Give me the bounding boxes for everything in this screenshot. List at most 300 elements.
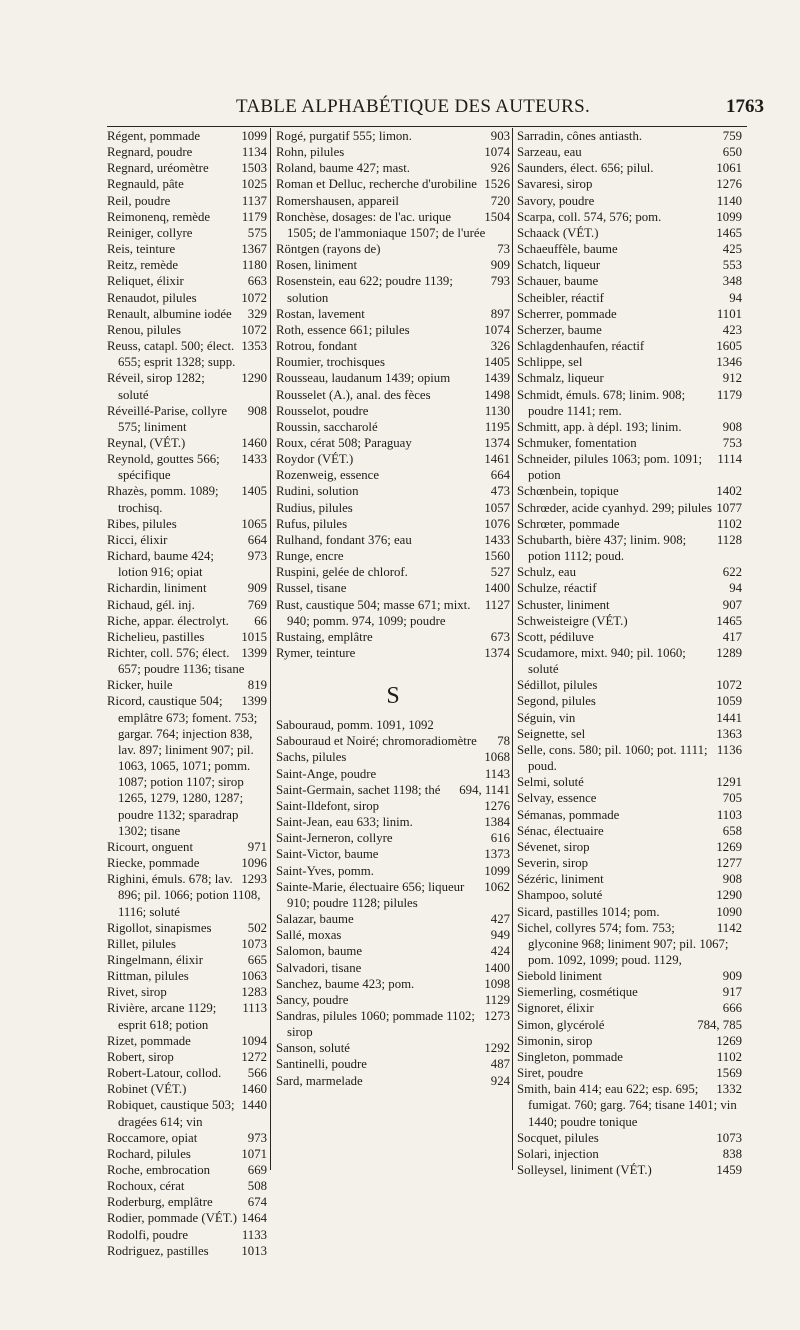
entry-page-ref: 1195 (484, 419, 510, 434)
entry-page-ref: 658 (722, 823, 742, 838)
entry-page-ref: 1289 (716, 646, 742, 660)
entry-page-ref: 1057 (484, 500, 510, 515)
index-entry (276, 1008, 510, 1040)
entry-page-ref: 423 (722, 322, 742, 337)
entry-text: Sabouraud, pomm. 1091, 1092 (276, 718, 434, 733)
entry-text: Roland, baume 427; mast. (276, 161, 410, 176)
index-entry (517, 871, 742, 887)
entry-text: Rivière, arcane 1129; esprit 618; potion (107, 1001, 217, 1032)
entry-text: Schœnbein, topique (517, 484, 619, 499)
entry-page-ref: 909 (247, 581, 267, 596)
entry-text: Rostan, lavement (276, 306, 365, 321)
entry-text: Runge, encre (276, 549, 344, 564)
index-entry (107, 629, 267, 645)
entry-text: Scherrer, pommade (517, 306, 617, 321)
index-entry (276, 516, 510, 532)
index-entry (276, 176, 510, 192)
entry-page-ref: 1130 (484, 403, 510, 418)
entry-text: Rivet, sirop (107, 985, 167, 1000)
index-entry (276, 645, 510, 661)
index-entry (517, 790, 742, 806)
index-entry (276, 1073, 510, 1089)
entry-text: Scott, pédiluve (517, 629, 594, 644)
entry-page-ref: 1290 (716, 888, 742, 903)
entry-text: Salazar, baume (276, 912, 354, 927)
index-entry (276, 144, 510, 160)
entry-text: Séguin, vin (517, 710, 576, 725)
entry-page-ref: 1142 (716, 920, 742, 935)
entry-text: Regnauld, pâte (107, 177, 184, 192)
entry-text: Ricord, caustique 504; emplâtre 673; foment. 753; gargar. 764; injection 838, lav. 897; liniment 907; pil. 1063, 1065, 1071; pomm. 1087; potion 1107; sirop 1265, 1279, 1280, 1287; poudre 1132; sparadrap 1302; tisane (107, 694, 258, 838)
index-entry (517, 532, 742, 564)
entry-text: Seignette, sel (517, 726, 586, 741)
entry-page-ref: 694, 1141 (459, 782, 510, 797)
entry-page-ref: 1025 (241, 177, 267, 192)
entry-page-ref: 1405 (241, 484, 267, 499)
index-entry (107, 1162, 267, 1178)
entry-page-ref: 1504 (484, 209, 510, 224)
index-entry (276, 629, 510, 645)
entry-page-ref: 417 (722, 629, 742, 644)
entry-page-ref: 1103 (716, 807, 742, 822)
entry-page-ref: 1374 (484, 435, 510, 450)
entry-text: Richelieu, pastilles (107, 629, 205, 644)
index-entry (107, 613, 267, 629)
entry-text: Selle, cons. 580; pil. 1060; pot. 1111; poud. (517, 742, 708, 774)
index-entry (517, 1146, 742, 1162)
entry-text: Scarpa, coll. 574, 576; pom. (517, 209, 662, 224)
index-entry (276, 273, 510, 305)
entry-text: Salvadori, tisane (276, 960, 362, 975)
entry-page-ref: 720 (490, 193, 510, 208)
entry-text: Solleysel, liniment (VÉT.) (517, 1163, 652, 1177)
entry-text: Sénac, électuaire (517, 823, 604, 838)
entry-page-ref: 1400 (484, 960, 510, 975)
entry-text: Regnard, poudre (107, 145, 193, 160)
entry-text: Sichel, collyres 574; fom. 753; glyconine 968; liniment 907; pil. 1067; pom. 1092, 1099; poud. 1129, (517, 920, 729, 967)
entry-page-ref: 912 (722, 371, 742, 386)
index-entry (107, 1178, 267, 1194)
index-entry (107, 225, 267, 241)
index-entry (517, 257, 742, 273)
entry-page-ref: 1113 (242, 1001, 267, 1016)
running-head (0, 96, 800, 126)
index-entry (517, 500, 742, 516)
page-title: TABLE ALPHABÉTIQUE DES AUTEURS. (236, 96, 590, 117)
entry-text: Renault, albumine iodée (107, 306, 232, 321)
entry-text: Roux, cérat 508; Paraguay (276, 435, 412, 450)
entry-text: Rust, caustique 504; masse 671; mixt. 940; pomm. 974, 1099; poudre (276, 597, 471, 628)
entry-text: Ricci, élixir (107, 532, 168, 547)
entry-page-ref: 1269 (716, 1033, 742, 1048)
entry-page-ref: 425 (722, 242, 742, 257)
page-number: 1763 (726, 96, 764, 117)
entry-page-ref: 527 (490, 565, 510, 580)
index-entry (517, 1162, 742, 1178)
index-entry (107, 306, 267, 322)
entry-text: Ricker, huile (107, 678, 173, 693)
entry-page-ref: 1061 (716, 161, 742, 176)
entry-text: Savory, poudre (517, 193, 595, 208)
index-entry (107, 128, 267, 144)
entry-text: Reiniger, collyre (107, 225, 193, 240)
index-entry (107, 952, 267, 968)
index-entry (107, 193, 267, 209)
entry-page-ref: 1099 (484, 863, 510, 878)
entry-page-ref: 1503 (241, 161, 267, 176)
entry-text: Solari, injection (517, 1146, 599, 1161)
entry-page-ref: 1073 (241, 936, 267, 951)
entry-text: Schrœter, pommade (517, 516, 620, 531)
entry-page-ref: 908 (722, 872, 742, 887)
entry-text: Sainte-Marie, électuaire 656; liqueur 910; poudre 1128; pilules (276, 879, 465, 910)
index-entry (107, 1033, 267, 1049)
index-entry (517, 645, 742, 677)
index-entry (276, 241, 510, 257)
index-entry (517, 338, 742, 354)
index-entry (276, 943, 510, 959)
entry-text: Santinelli, poudre (276, 1057, 367, 1072)
index-entry (107, 290, 267, 306)
entry-page-ref: 1290 (241, 371, 267, 386)
entry-page-ref: 1099 (241, 129, 267, 143)
index-entry (276, 322, 510, 338)
entry-page-ref: 650 (722, 145, 742, 160)
entry-page-ref: 1065 (241, 516, 267, 531)
entry-text: Sanson, soluté (276, 1041, 350, 1056)
entry-text: Sicard, pastilles 1014; pom. (517, 904, 660, 919)
entry-page-ref: 1090 (716, 904, 742, 919)
index-entry (107, 257, 267, 273)
entry-text: Saunders, élect. 656; pilul. (517, 161, 654, 176)
entry-page-ref: 1098 (484, 976, 510, 991)
entry-text: Rousselet (A.), anal. des fèces (276, 387, 431, 402)
entry-page-ref: 94 (729, 290, 742, 305)
entry-text: Rochoux, cérat (107, 1179, 185, 1194)
index-entry (517, 839, 742, 855)
index-entry (276, 960, 510, 976)
entry-text: Salomon, baume (276, 944, 363, 959)
entry-text: Russel, tisane (276, 581, 347, 596)
entry-page-ref: 1560 (484, 549, 510, 564)
entry-page-ref: 1526 (484, 177, 510, 192)
entry-text: Richaud, gél. inj. (107, 597, 195, 612)
entry-page-ref: 1101 (716, 306, 742, 321)
entry-text: Rosen, liniment (276, 258, 358, 273)
index-entry (517, 887, 742, 903)
entry-page-ref: 973 (247, 549, 267, 564)
index-entry (517, 354, 742, 370)
entry-page-ref: 1076 (484, 516, 510, 531)
entry-text: Roydor (VÉT.) (276, 452, 354, 467)
index-entry (107, 451, 267, 483)
entry-text: Richardin, liniment (107, 581, 207, 596)
entry-page-ref: 427 (490, 912, 510, 927)
entry-page-ref: 1276 (716, 177, 742, 192)
entry-text: Rigollot, sinapismes (107, 920, 212, 935)
entry-page-ref: 1127 (484, 597, 510, 612)
entry-text: Smith, bain 414; eau 622; esp. 695; fumigat. 760; garg. 764; tisane 1401; vin 1440; poudre tonique (517, 1082, 737, 1129)
entry-page-ref: 663 (247, 274, 267, 289)
entry-text: Roman et Delluc, recherche d'urobiline (276, 177, 477, 192)
index-entry (517, 564, 742, 580)
index-entry (517, 774, 742, 790)
entry-page-ref: 1074 (484, 145, 510, 160)
entry-page-ref: 1143 (484, 766, 510, 781)
entry-page-ref: 1136 (716, 742, 742, 757)
index-entry (517, 807, 742, 823)
entry-page-ref: 669 (247, 1163, 267, 1177)
index-entry (276, 580, 510, 596)
entry-text: Schatch, liqueur (517, 258, 601, 273)
entry-page-ref: 1291 (716, 775, 742, 790)
entry-page-ref: 1460 (241, 435, 267, 450)
entry-page-ref: 1072 (716, 678, 742, 693)
index-entry (517, 387, 742, 419)
entry-text: Rodriguez, pastilles (107, 1243, 209, 1258)
index-entry (517, 1081, 742, 1129)
entry-page-ref: 793 (490, 274, 510, 289)
entry-text: Schuster, liniment (517, 597, 610, 612)
entry-text: Sachs, pilules (276, 750, 347, 765)
entry-text: Rizet, pommade (107, 1033, 191, 1048)
index-entry (107, 483, 267, 515)
entry-text: Rudini, solution (276, 484, 359, 499)
entry-page-ref: 1059 (716, 694, 742, 709)
entry-text: Saint-Jean, eau 633; linim. (276, 815, 413, 830)
entry-text: Ringelmann, élixir (107, 952, 203, 967)
entry-text: Saint-Germain, sachet 1198; thé (276, 782, 441, 797)
index-entry (107, 322, 267, 338)
entry-text: Reitz, remède (107, 258, 179, 273)
entry-text: Röntgen (rayons de) (276, 242, 381, 257)
column-divider (512, 128, 513, 1170)
entry-page-ref: 1459 (716, 1163, 742, 1177)
entry-text: Severin, sirop (517, 856, 589, 871)
entry-page-ref: 1137 (241, 193, 267, 208)
index-entry (107, 1243, 267, 1259)
index-entry (517, 273, 742, 289)
index-entry (517, 193, 742, 209)
entry-page-ref: 1353 (241, 339, 267, 354)
entry-text: Schmidt, émuls. 678; linim. 908; poudre 1141; rem. (517, 387, 686, 418)
entry-page-ref: 1460 (241, 1082, 267, 1097)
entry-page-ref: 1099 (716, 209, 742, 224)
entry-page-ref: 1332 (716, 1082, 742, 1097)
entry-page-ref: 1464 (241, 1211, 267, 1226)
entry-page-ref: 348 (722, 274, 742, 289)
entry-text: Siret, poudre (517, 1066, 584, 1081)
entry-text: Roche, embrocation (107, 1163, 211, 1177)
index-entry (517, 710, 742, 726)
entry-text: Ribes, pilules (107, 516, 177, 531)
entry-text: Robiquet, caustique 503; dragées 614; vin (107, 1098, 235, 1129)
entry-page-ref: 926 (490, 161, 510, 176)
entry-text: Rousselot, poudre (276, 403, 369, 418)
entry-page-ref: 1405 (484, 355, 510, 370)
entry-page-ref: 1276 (484, 798, 510, 813)
index-entry (107, 403, 267, 435)
index-entry (107, 1097, 267, 1129)
entry-page-ref: 326 (490, 339, 510, 354)
entry-text: Scherzer, baume (517, 322, 602, 337)
entry-page-ref: 1605 (716, 339, 742, 354)
index-entry (276, 879, 510, 911)
index-entry (276, 1040, 510, 1056)
entry-page-ref: 1068 (484, 750, 510, 765)
entry-page-ref: 819 (247, 678, 267, 693)
index-entry (276, 467, 510, 483)
entry-text: Romershausen, appareil (276, 193, 399, 208)
index-entry (276, 160, 510, 176)
index-entry (517, 144, 742, 160)
entry-page-ref: 1569 (716, 1066, 742, 1081)
entry-text: Schlippe, sel (517, 355, 583, 370)
entry-text: Schlagdenhaufen, réactif (517, 339, 645, 354)
entry-text: Schulz, eau (517, 565, 576, 580)
entry-page-ref: 622 (722, 565, 742, 580)
index-entry (107, 1194, 267, 1210)
entry-text: Schaack (VÉT.) (517, 225, 599, 240)
entry-page-ref: 1461 (484, 452, 510, 467)
entry-text: Schrœder, acide cyanhyd. 299; pilules (517, 500, 712, 515)
index-column-3 (517, 128, 742, 1178)
entry-text: Schubarth, bière 437; linim. 908; potion 1112; poud. (517, 532, 687, 564)
entry-page-ref: 674 (247, 1195, 267, 1210)
index-entry (517, 823, 742, 839)
entry-page-ref: 897 (490, 306, 510, 321)
entry-text: Roderburg, emplâtre (107, 1195, 213, 1210)
entry-page-ref: 1129 (484, 992, 510, 1007)
entry-page-ref: 1441 (716, 710, 742, 725)
entry-page-ref: 664 (247, 532, 267, 547)
entry-page-ref: 664 (490, 468, 510, 483)
entry-page-ref: 78 (497, 734, 510, 749)
index-entry (276, 733, 510, 749)
entry-page-ref: 1465 (716, 225, 742, 240)
entry-text: Riche, appar. électrolyt. (107, 613, 229, 628)
index-entry (517, 241, 742, 257)
entry-page-ref: 1074 (484, 322, 510, 337)
index-entry (517, 629, 742, 645)
entry-page-ref: 1140 (716, 193, 742, 208)
index-entry (107, 677, 267, 693)
index-entry (276, 548, 510, 564)
entry-text: Scheibler, réactif (517, 290, 604, 305)
index-entry (276, 846, 510, 862)
entry-page-ref: 94 (729, 581, 742, 596)
entry-page-ref: 1094 (241, 1033, 267, 1048)
entry-page-ref: 1272 (241, 1049, 267, 1064)
entry-text: Rillet, pilules (107, 936, 176, 951)
entry-page-ref: 1283 (241, 985, 267, 1000)
entry-page-ref: 1072 (241, 322, 267, 337)
index-entry (276, 257, 510, 273)
entry-page-ref: 705 (722, 791, 742, 806)
entry-text: Saint-Yves, pomm. (276, 863, 374, 878)
index-entry (276, 403, 510, 419)
entry-text: Rohn, pilules (276, 145, 345, 160)
index-entry (517, 580, 742, 596)
index-entry (517, 225, 742, 241)
index-entry (107, 532, 267, 548)
entry-page-ref: 1498 (484, 387, 510, 402)
index-entry (517, 1049, 742, 1065)
index-entry (276, 717, 510, 733)
index-entry (107, 209, 267, 225)
entry-text: Roccamore, opiat (107, 1130, 198, 1145)
entry-page-ref: 908 (722, 419, 742, 434)
index-entry (276, 532, 510, 548)
entry-page-ref: 1013 (241, 1243, 267, 1258)
entry-page-ref: 1465 (716, 613, 742, 628)
entry-page-ref: 566 (247, 1066, 267, 1081)
entry-text: Riecke, pommade (107, 856, 200, 871)
index-entry (517, 290, 742, 306)
entry-page-ref: 1077 (716, 500, 742, 515)
index-entry (107, 1130, 267, 1146)
index-entry (107, 1227, 267, 1243)
index-entry (276, 830, 510, 846)
index-entry (517, 984, 742, 1000)
entry-page-ref: 753 (722, 435, 742, 450)
index-entry (517, 1017, 742, 1033)
index-entry (276, 209, 510, 241)
index-entry (276, 749, 510, 765)
entry-page-ref: 1102 (716, 1049, 742, 1064)
entry-page-ref: 1128 (716, 532, 742, 547)
entry-text: Sédillot, pilules (517, 678, 598, 693)
index-entry (517, 1065, 742, 1081)
entry-text: Sanchez, baume 423; pom. (276, 976, 415, 991)
entry-text: Simonin, sirop (517, 1033, 593, 1048)
entry-text: Rufus, pilules (276, 516, 348, 531)
entry-page-ref: 1433 (484, 532, 510, 547)
index-entry (517, 855, 742, 871)
entry-text: Savaresi, sirop (517, 177, 593, 192)
entry-text: Rosenstein, eau 622; poudre 1139; solution (276, 274, 453, 305)
entry-text: Richard, baume 424; lotion 916; opiat (107, 549, 214, 580)
entry-page-ref: 759 (722, 129, 742, 143)
entry-page-ref: 329 (247, 306, 267, 321)
index-entry (517, 1130, 742, 1146)
entry-page-ref: 1096 (241, 856, 267, 871)
entry-text: Rodolfi, poudre (107, 1227, 189, 1242)
entry-page-ref: 575 (247, 225, 267, 240)
entry-page-ref: 1180 (241, 258, 267, 273)
index-entry (517, 613, 742, 629)
index-entry (517, 451, 742, 483)
entry-page-ref: 1439 (484, 371, 510, 386)
index-entry (517, 693, 742, 709)
entry-page-ref: 508 (247, 1179, 267, 1194)
entry-text: Schauer, baume (517, 274, 599, 289)
index-entry (107, 968, 267, 984)
index-entry (517, 483, 742, 499)
entry-text: Rochard, pilules (107, 1146, 191, 1161)
entry-text: Sévenet, sirop (517, 839, 590, 854)
entry-page-ref: 1293 (241, 872, 267, 887)
entry-text: Reynal, (VÉT.) (107, 435, 186, 450)
entry-text: Rousseau, laudanum 1439; opium (276, 371, 451, 386)
entry-text: Rustaing, emplâtre (276, 629, 373, 644)
index-entry (276, 766, 510, 782)
index-entry (517, 1033, 742, 1049)
entry-text: Reuss, catapl. 500; élect. 655; esprit 1328; supp. (107, 339, 236, 370)
entry-page-ref: 673 (490, 629, 510, 644)
entry-text: Rymer, teinture (276, 646, 356, 660)
entry-text: Saint-Ildefont, sirop (276, 798, 380, 813)
